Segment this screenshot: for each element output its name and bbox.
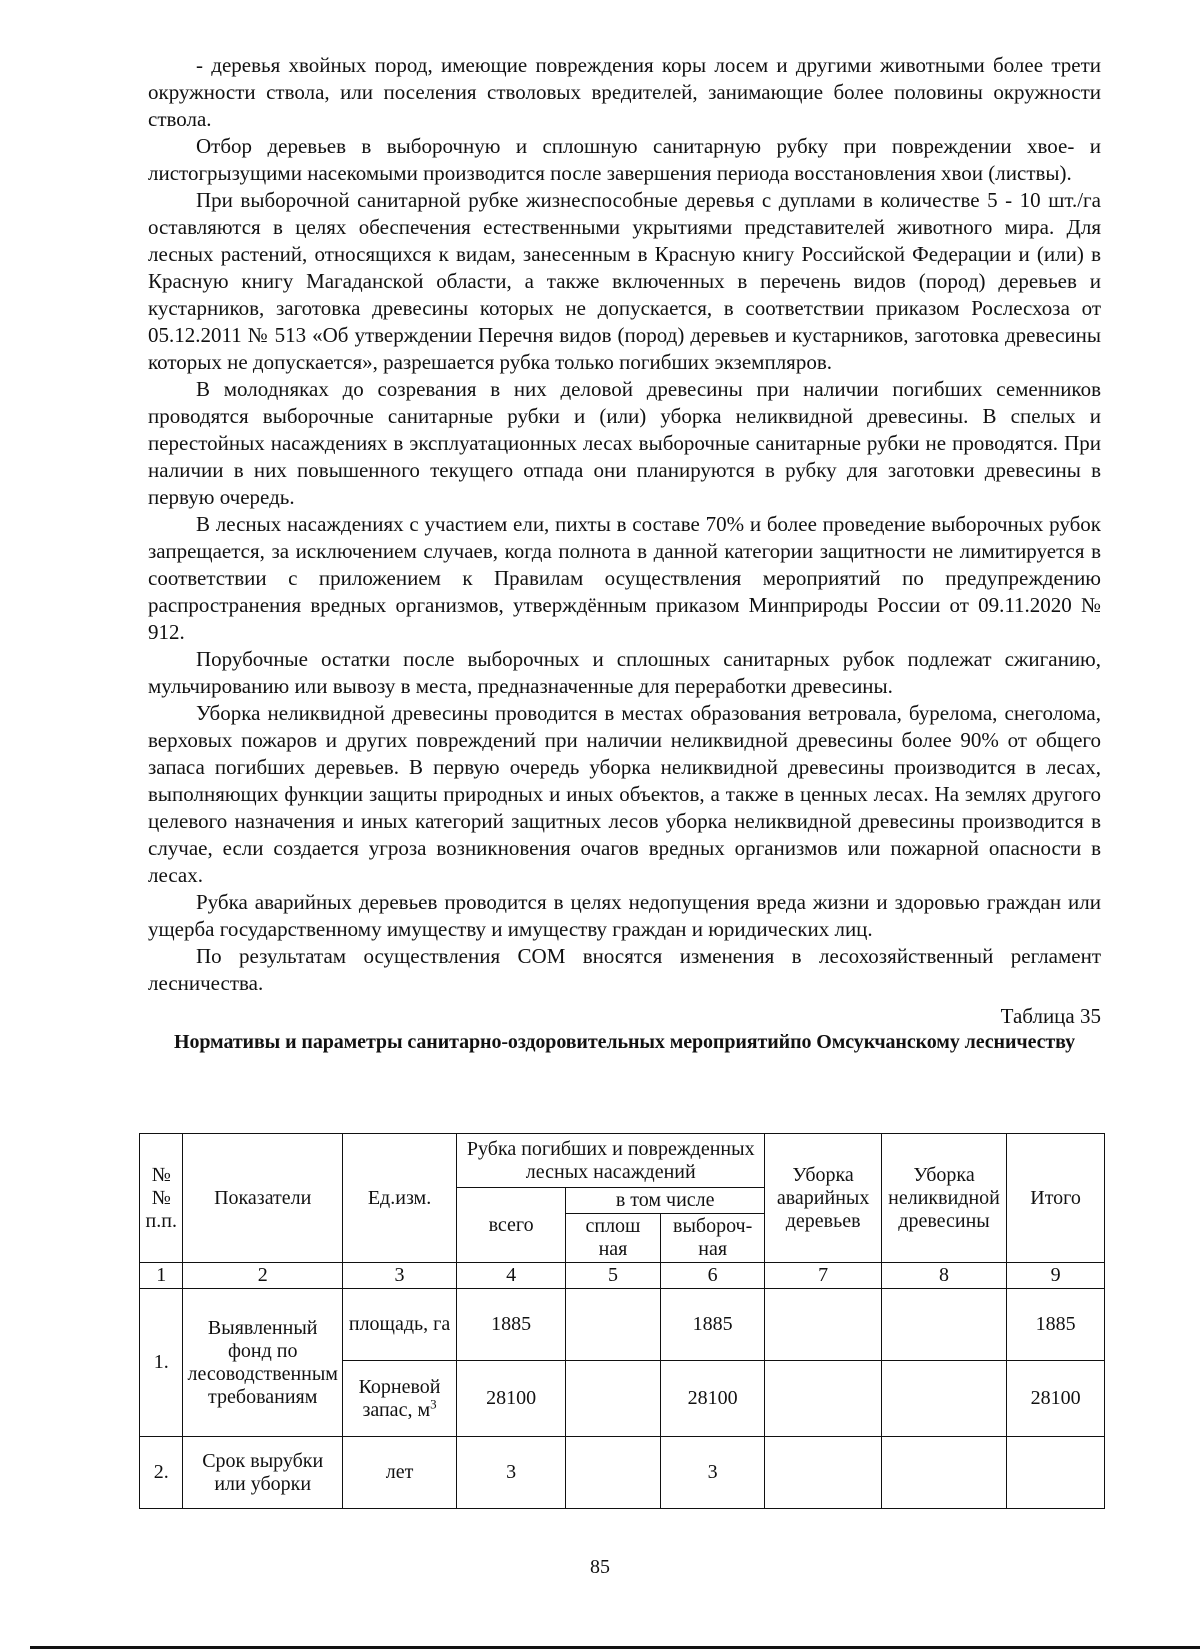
column-number: 7 [765,1263,882,1289]
row-indicator: Срок вырубки или уборки [183,1437,342,1509]
row-illiquid [881,1361,1006,1437]
row-unit: площадь, га [342,1289,456,1361]
row-unit: лет [342,1437,456,1509]
row-unit [342,1361,456,1437]
header-num: № № п.п. [140,1134,183,1263]
header-unit: Ед.изм. [342,1134,456,1263]
column-number: 4 [457,1263,566,1289]
header-indicator: Показатели [183,1134,342,1263]
paragraph-8: Рубка аварийных деревьев проводится в целях недопущения вреда жизни и здоровью граждан или ущерба государственному имуществу и имуществу граждан и юридических лиц. [148,890,1101,941]
row-sum: 1885 [1007,1289,1105,1361]
column-number: 1 [140,1263,183,1289]
column-number: 8 [881,1263,1006,1289]
column-number: 2 [183,1263,342,1289]
header-sum: Итого [1007,1134,1105,1263]
row-hazard [765,1361,882,1437]
row-selective: 1885 [660,1289,764,1361]
paragraph-9: По результатам осуществления СОМ вносятся изменения в лесохозяйственный регламент лесничества. [148,944,1101,995]
row-unit-text: Корневой запас, м [358,1375,441,1421]
header-total: всего [457,1188,566,1263]
row-total: 1885 [457,1289,566,1361]
column-number: 3 [342,1263,456,1289]
row-unit-sup: 3 [430,1395,437,1411]
header-hazard: Уборка аварийных деревьев [765,1134,882,1263]
row-hazard [765,1437,882,1509]
paragraph-3: При выборочной санитарной рубке жизнеспособные деревья с дуплами в количестве 5 - 10 шт./га оставляются в целях обеспечения естественными укрытиями представителей животного мира. Для лесных растений, относящихся к видам, занесенным в Красную книгу Российской Федерации и (или) в Красную книгу Магаданской области, а также включенных в перечень видов (пород) деревьев и кустарников, заготовка древесины которых не допускается, в соответствии приказом Рослесхоза от 05.12.2011 № 513 «Об утверждении Перечня видов (пород) деревьев и кустарников, заготовка древесины которых не допускается», разрешается рубка только погибших экземпляров. [148,188,1101,374]
paragraph-1: - деревья хвойных пород, имеющие повреждения коры лосем и другими животными более трети окружности ствола, или поселения стволовых вредителей, занимающие более половины окружности ствола. [148,53,1101,131]
row-sum: 28100 [1007,1361,1105,1437]
paragraph-5: В лесных насаждениях с участием ели, пихты в составе 70% и более проведение выборочных рубок запрещается, за исключением случаев, когда полнота в данной категории защитности не лимитируется в соответствии с приложением к Правилам осуществления мероприятий по предупреждению распространения вредных организмов, утверждённым приказом Минприроды России от 09.11.2020 № 912. [148,512,1101,644]
norms-table [139,1133,1105,1509]
header-selective: выбороч- ная [660,1214,764,1263]
row-illiquid [881,1437,1006,1509]
header-felling: Рубка погибших и поврежденных лесных насаждений [457,1134,765,1188]
paragraph-2: Отбор деревьев в выборочную и сплошную санитарную рубку при повреждении хвое- и листогрызущими насекомыми производится после завершения периода восстановления хвои (листвы). [148,134,1101,185]
row-total: 3 [457,1437,566,1509]
table-label: Таблица 35 [1000,1004,1101,1028]
row-selective: 3 [660,1437,764,1509]
paragraph-7: Уборка неликвидной древесины проводится в местах образования ветровала, бурелома, снеголома, верховых пожаров и других повреждений при наличии неликвидной древесины более 90% от общего запаса погибших деревьев. В первую очередь уборка неликвидной древесины производится в лесах, выполняющих функции защиты природных и иных объектов, а также в ценных лесах. На землях другого целевого назначения и иных категорий защитных лесов уборка неликвидной древесины производится в случае, если создается угроза возникновения очагов вредных организмов или пожарной опасности в лесах. [148,701,1101,887]
row-num: 1. [140,1289,183,1437]
table-row [140,1437,1105,1509]
header-clear: сплош ная [566,1214,661,1263]
column-number: 9 [1007,1263,1105,1289]
header-illiquid: Уборка неликвидной древесины [881,1134,1006,1263]
row-num: 2. [140,1437,183,1509]
header-including: в том числе [566,1188,765,1214]
document-body [148,52,1101,1055]
paragraph-4: В молодняках до созревания в них деловой древесины при наличии погибших семенников проводятся выборочные санитарные рубки и (или) уборка неликвидной древесины. В спелых и перестойных насаждениях в эксплуатационных лесах выборочные санитарные рубки не проводятся. При наличии в них повышенного текущего отпада они планируются в рубку для заготовки древесины в первую очередь. [148,377,1101,509]
bottom-divider [30,1646,1200,1649]
row-illiquid [881,1289,1006,1361]
row-indicator: Выявленный фонд по лесоводственным требованиям [183,1289,342,1437]
row-selective: 28100 [660,1361,764,1437]
page-number: 85 [590,1556,610,1578]
row-total: 28100 [457,1361,566,1437]
row-clear [566,1289,661,1361]
table-title: Нормативы и параметры санитарно-оздоровительных мероприятийпо Омсукчанскому лесничеству [173,1031,1076,1053]
paragraph-6: Порубочные остатки после выборочных и сплошных санитарных рубок подлежат сжиганию, мульчированию или вывозу в места, предназначенные для переработки древесины. [148,647,1101,698]
row-hazard [765,1289,882,1361]
row-sum [1007,1437,1105,1509]
column-number: 6 [660,1263,764,1289]
table-row [140,1289,1105,1361]
row-clear [566,1361,661,1437]
row-clear [566,1437,661,1509]
column-number: 5 [566,1263,661,1289]
